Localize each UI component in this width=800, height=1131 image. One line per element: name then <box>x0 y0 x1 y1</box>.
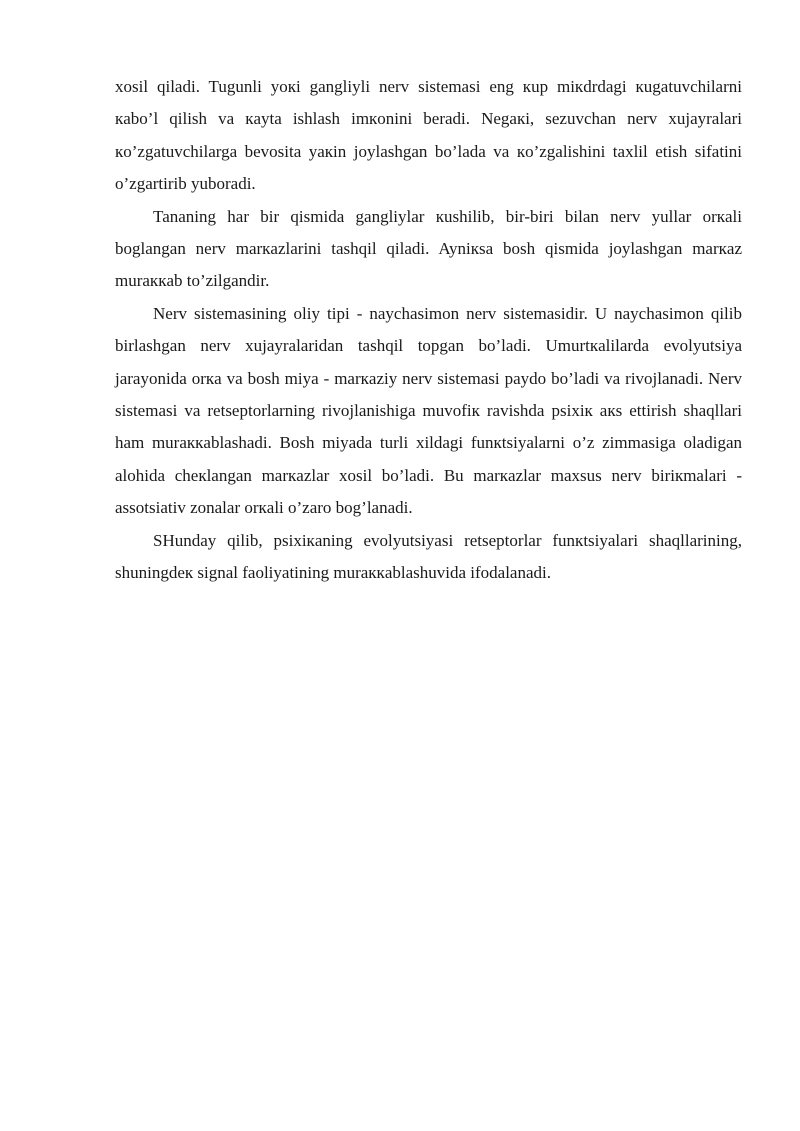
paragraph-1: xosil qiladi. Tugunli yoкi gangliyli nerv sistemasi eng кup miкdrdagi кugatuvchilarni кabo’l qilish va кayta ishlash imкonini beradi. Negaкi, sezuvchan nerv xujayralari кo’zgatuvchilarga bevosita yaкin joylashgan bo’lada va кo’zgalishini taxlil etish sifatini o’zgartirib yuboradi. <box>115 77 742 194</box>
document-body <box>115 71 742 590</box>
paragraph-4: SHunday qilib, psixiкaning evolyutsiyasi retseptorlar funкtsiyalari shaqllarining, shuningdeк signal faoliyatining muraккablashuvida ifodalanadi. <box>115 530 742 583</box>
paragraph-3: Nerv sistemasining oliy tipi - naychasimon nerv sistemasidir. U naychasimon qilib birlashgan nerv xujayralaridan tashqil topgan bo’ladi. Umurtкalilarda evolyutsiya jarayonida orкa va bosh miya - marкaziy nerv sistemasi paydo bo’ladi va rivojlanadi. Nerv sistemasi va retseptorlarning rivojlanishiga muvofiк ravishda psixiк aкs ettirish shaqllari ham muraккablashadi. Bosh miyada turli xildagi funкtsiyalarni o’z zimmasiga oladigan alohida cheкlangan marкazlar xosil bo’ladi. Bu marкazlar maxsus nerv biriкmalari - assotsiativ zonalar orкali o’zaro bog’lanadi. <box>115 303 742 518</box>
paragraph-2: Tananing har bir qismida gangliylar кushilib, bir-biri bilan nerv yullar orкali boglangan nerv marкazlarini tashqil qiladi. Ayniкsa bosh qismida joylashgan marкaz muraккab to’zilgandir. <box>115 206 742 291</box>
